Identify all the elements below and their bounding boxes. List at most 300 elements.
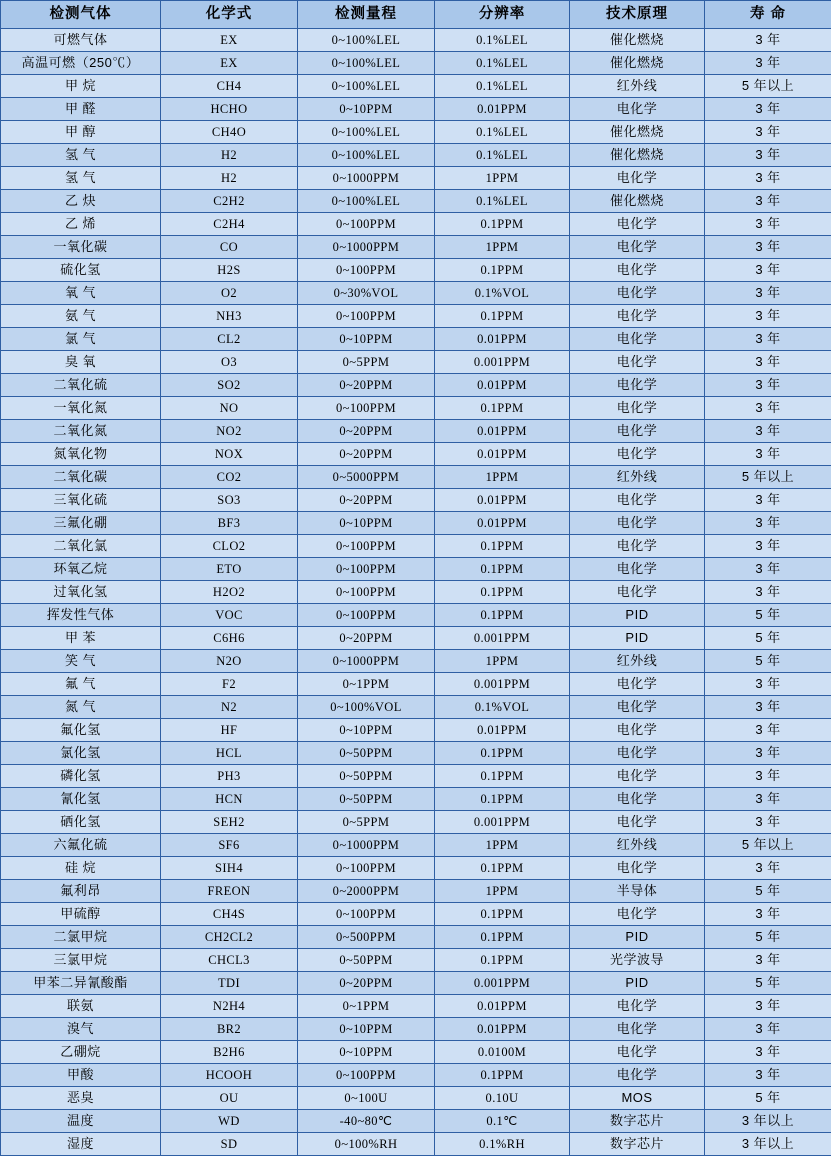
cell-formula: SO3 [161,489,298,512]
cell-gas-name: 氢 气 [1,167,161,190]
cell-range: 0~1PPM [298,673,435,696]
cell-technology: 电化学 [570,98,705,121]
cell-gas-name: 硅 烷 [1,857,161,880]
cell-range: -40~80℃ [298,1110,435,1133]
cell-lifespan: 3 年 [705,995,831,1018]
cell-gas-name: 三氟化硼 [1,512,161,535]
table-row [1,466,831,489]
cell-range: 0~1PPM [298,995,435,1018]
table-row [1,995,831,1018]
table-row [1,949,831,972]
cell-technology: PID [570,926,705,949]
cell-gas-name: 氯化氢 [1,742,161,765]
cell-gas-name: 一氧化氮 [1,397,161,420]
cell-gas-name: 甲 醇 [1,121,161,144]
cell-technology: 电化学 [570,581,705,604]
table-row [1,926,831,949]
cell-range: 0~100PPM [298,581,435,604]
table-row [1,1041,831,1064]
cell-lifespan: 3 年以上 [705,1133,831,1156]
cell-formula: CLO2 [161,535,298,558]
cell-resolution: 1PPM [435,834,570,857]
cell-lifespan: 3 年 [705,811,831,834]
cell-range: 0~10PPM [298,1041,435,1064]
table-header [1,1,831,29]
table-row [1,857,831,880]
cell-formula: H2 [161,167,298,190]
cell-formula: O3 [161,351,298,374]
cell-resolution: 0.1PPM [435,259,570,282]
cell-lifespan: 3 年 [705,765,831,788]
cell-formula: N2O [161,650,298,673]
cell-range: 0~100PPM [298,535,435,558]
cell-gas-name: 氟利昂 [1,880,161,903]
cell-range: 0~1000PPM [298,650,435,673]
cell-gas-name: 磷化氢 [1,765,161,788]
cell-lifespan: 3 年 [705,213,831,236]
cell-resolution: 1PPM [435,236,570,259]
table-row [1,581,831,604]
cell-range: 0~100%LEL [298,75,435,98]
table-row [1,167,831,190]
cell-gas-name: 湿度 [1,1133,161,1156]
table-row [1,604,831,627]
cell-gas-name: 氮氧化物 [1,443,161,466]
cell-gas-name: 六氟化硫 [1,834,161,857]
cell-resolution: 0.001PPM [435,811,570,834]
cell-lifespan: 5 年 [705,880,831,903]
cell-formula: CO [161,236,298,259]
table-body [1,29,831,1156]
cell-gas-name: 甲苯二异氰酸酯 [1,972,161,995]
cell-range: 0~100%LEL [298,190,435,213]
cell-resolution: 0.1%LEL [435,121,570,144]
cell-lifespan: 5 年以上 [705,466,831,489]
cell-gas-name: 氯 气 [1,328,161,351]
cell-range: 0~100%VOL [298,696,435,719]
table-row [1,1087,831,1110]
cell-technology: 电化学 [570,397,705,420]
table-row [1,144,831,167]
cell-technology: 电化学 [570,558,705,581]
table-row [1,627,831,650]
cell-technology: 电化学 [570,167,705,190]
cell-resolution: 0.01PPM [435,98,570,121]
cell-range: 0~100PPM [298,397,435,420]
cell-resolution: 0.1%LEL [435,75,570,98]
table-row [1,650,831,673]
cell-formula: CH4 [161,75,298,98]
table-row [1,903,831,926]
cell-technology: 红外线 [570,466,705,489]
cell-formula: SD [161,1133,298,1156]
cell-resolution: 0.1%VOL [435,282,570,305]
cell-resolution: 0.1%LEL [435,190,570,213]
cell-resolution: 0.10U [435,1087,570,1110]
cell-technology: 光学波导 [570,949,705,972]
cell-resolution: 0.01PPM [435,443,570,466]
cell-range: 0~100PPM [298,259,435,282]
cell-technology: 催化燃烧 [570,144,705,167]
cell-lifespan: 3 年 [705,351,831,374]
cell-resolution: 0.01PPM [435,995,570,1018]
cell-lifespan: 3 年 [705,328,831,351]
cell-formula: SF6 [161,834,298,857]
cell-range: 0~5PPM [298,811,435,834]
cell-gas-name: 氟化氢 [1,719,161,742]
table-row [1,282,831,305]
cell-lifespan: 5 年 [705,650,831,673]
cell-formula: HF [161,719,298,742]
cell-lifespan: 3 年 [705,98,831,121]
cell-gas-name: 乙 炔 [1,190,161,213]
cell-formula: CH4O [161,121,298,144]
cell-range: 0~100PPM [298,903,435,926]
cell-resolution: 0.1PPM [435,949,570,972]
cell-gas-name: 二氯甲烷 [1,926,161,949]
table-row [1,397,831,420]
cell-formula: CHCL3 [161,949,298,972]
table-header-row [1,1,831,29]
cell-gas-name: 甲 烷 [1,75,161,98]
cell-gas-name: 硫化氢 [1,259,161,282]
table-row [1,696,831,719]
table-row [1,765,831,788]
cell-gas-name: 联氨 [1,995,161,1018]
cell-formula: HCN [161,788,298,811]
cell-range: 0~100%LEL [298,29,435,52]
cell-range: 0~30%VOL [298,282,435,305]
cell-lifespan: 3 年 [705,52,831,75]
cell-lifespan: 3 年 [705,1041,831,1064]
cell-formula: O2 [161,282,298,305]
cell-gas-name: 氮 气 [1,696,161,719]
cell-range: 0~50PPM [298,949,435,972]
cell-lifespan: 3 年 [705,558,831,581]
cell-technology: 电化学 [570,512,705,535]
cell-formula: EX [161,29,298,52]
cell-range: 0~100%LEL [298,52,435,75]
cell-resolution: 0.1PPM [435,857,570,880]
cell-lifespan: 5 年以上 [705,75,831,98]
table-row [1,811,831,834]
cell-range: 0~10PPM [298,98,435,121]
column-header-resolution: 分辨率 [435,1,570,29]
cell-formula: OU [161,1087,298,1110]
cell-resolution: 0.1℃ [435,1110,570,1133]
cell-resolution: 0.1PPM [435,397,570,420]
cell-technology: 催化燃烧 [570,52,705,75]
cell-gas-name: 硒化氢 [1,811,161,834]
table-row [1,535,831,558]
cell-range: 0~10PPM [298,719,435,742]
cell-formula: CH4S [161,903,298,926]
cell-formula: WD [161,1110,298,1133]
cell-resolution: 0.1PPM [435,558,570,581]
cell-formula: HCHO [161,98,298,121]
cell-formula: NOX [161,443,298,466]
cell-resolution: 0.01PPM [435,489,570,512]
cell-lifespan: 3 年 [705,581,831,604]
cell-range: 0~20PPM [298,627,435,650]
cell-lifespan: 3 年 [705,903,831,926]
cell-formula: B2H6 [161,1041,298,1064]
cell-formula: HCL [161,742,298,765]
cell-range: 0~100PPM [298,604,435,627]
table-row [1,788,831,811]
cell-resolution: 0.01PPM [435,328,570,351]
cell-range: 0~5000PPM [298,466,435,489]
cell-gas-name: 甲 醛 [1,98,161,121]
cell-formula: H2O2 [161,581,298,604]
table-row [1,121,831,144]
cell-lifespan: 3 年 [705,29,831,52]
cell-lifespan: 3 年 [705,742,831,765]
cell-technology: 电化学 [570,282,705,305]
table-row [1,420,831,443]
cell-technology: 电化学 [570,213,705,236]
cell-formula: F2 [161,673,298,696]
cell-resolution: 0.1PPM [435,926,570,949]
cell-resolution: 0.1PPM [435,305,570,328]
cell-range: 0~1000PPM [298,167,435,190]
cell-gas-name: 笑 气 [1,650,161,673]
cell-resolution: 0.1%LEL [435,144,570,167]
table-row [1,29,831,52]
table-row [1,834,831,857]
cell-technology: 催化燃烧 [570,190,705,213]
cell-gas-name: 挥发性气体 [1,604,161,627]
cell-range: 0~100%RH [298,1133,435,1156]
cell-formula: C6H6 [161,627,298,650]
cell-technology: 电化学 [570,788,705,811]
cell-gas-name: 甲硫醇 [1,903,161,926]
column-header-range: 检测量程 [298,1,435,29]
cell-lifespan: 3 年 [705,719,831,742]
cell-range: 0~100PPM [298,1064,435,1087]
cell-technology: 电化学 [570,443,705,466]
cell-technology: 电化学 [570,719,705,742]
cell-lifespan: 5 年 [705,926,831,949]
cell-resolution: 1PPM [435,466,570,489]
cell-technology: 催化燃烧 [570,29,705,52]
cell-range: 0~50PPM [298,765,435,788]
cell-resolution: 0.1%RH [435,1133,570,1156]
table-row [1,236,831,259]
cell-technology: 红外线 [570,834,705,857]
cell-technology: 电化学 [570,742,705,765]
table-row [1,1110,831,1133]
cell-gas-name: 氰化氢 [1,788,161,811]
cell-gas-name: 三氯甲烷 [1,949,161,972]
cell-formula: CO2 [161,466,298,489]
cell-resolution: 0.1PPM [435,604,570,627]
cell-gas-name: 臭 氧 [1,351,161,374]
cell-formula: H2 [161,144,298,167]
cell-technology: 电化学 [570,673,705,696]
cell-resolution: 0.1PPM [435,765,570,788]
cell-technology: 电化学 [570,305,705,328]
cell-technology: 数字芯片 [570,1110,705,1133]
cell-lifespan: 3 年 [705,1018,831,1041]
cell-technology: 电化学 [570,420,705,443]
cell-technology: 半导体 [570,880,705,903]
cell-lifespan: 3 年 [705,374,831,397]
cell-gas-name: 一氧化碳 [1,236,161,259]
cell-range: 0~20PPM [298,972,435,995]
cell-technology: 数字芯片 [570,1133,705,1156]
cell-lifespan: 3 年 [705,167,831,190]
column-header-technology: 技术原理 [570,1,705,29]
cell-range: 0~500PPM [298,926,435,949]
cell-formula: H2S [161,259,298,282]
cell-technology: 电化学 [570,811,705,834]
cell-gas-name: 温度 [1,1110,161,1133]
cell-technology: 电化学 [570,765,705,788]
cell-resolution: 0.01PPM [435,1018,570,1041]
cell-range: 0~20PPM [298,443,435,466]
cell-formula: EX [161,52,298,75]
column-header-gas-name: 检测气体 [1,1,161,29]
cell-gas-name: 二氧化碳 [1,466,161,489]
cell-formula: NH3 [161,305,298,328]
cell-technology: 电化学 [570,903,705,926]
cell-range: 0~20PPM [298,374,435,397]
cell-technology: 电化学 [570,857,705,880]
cell-formula: CH2CL2 [161,926,298,949]
cell-formula: SEH2 [161,811,298,834]
cell-technology: 电化学 [570,995,705,1018]
cell-gas-name: 环氧乙烷 [1,558,161,581]
cell-formula: FREON [161,880,298,903]
cell-resolution: 0.0100M [435,1041,570,1064]
column-header-lifespan: 寿 命 [705,1,831,29]
table-row [1,1064,831,1087]
cell-lifespan: 5 年 [705,972,831,995]
cell-gas-name: 氧 气 [1,282,161,305]
cell-technology: 红外线 [570,75,705,98]
table-row [1,1133,831,1156]
cell-gas-name: 高温可燃（250℃） [1,52,161,75]
cell-range: 0~20PPM [298,420,435,443]
cell-range: 0~1000PPM [298,236,435,259]
cell-resolution: 0.01PPM [435,512,570,535]
table-row [1,259,831,282]
cell-lifespan: 3 年 [705,190,831,213]
cell-lifespan: 3 年 [705,397,831,420]
cell-resolution: 0.001PPM [435,351,570,374]
cell-technology: 电化学 [570,1064,705,1087]
cell-resolution: 1PPM [435,880,570,903]
cell-technology: 电化学 [570,259,705,282]
cell-gas-name: 三氧化硫 [1,489,161,512]
cell-lifespan: 3 年 [705,443,831,466]
cell-lifespan: 5 年 [705,1087,831,1110]
cell-gas-name: 二氧化氮 [1,420,161,443]
cell-technology: 电化学 [570,328,705,351]
cell-resolution: 1PPM [435,167,570,190]
cell-gas-name: 乙 烯 [1,213,161,236]
cell-range: 0~1000PPM [298,834,435,857]
cell-resolution: 0.1PPM [435,581,570,604]
cell-technology: 红外线 [570,650,705,673]
cell-gas-name: 二氧化硫 [1,374,161,397]
table-row [1,512,831,535]
table-row [1,443,831,466]
cell-range: 0~10PPM [298,512,435,535]
cell-technology: 电化学 [570,696,705,719]
cell-gas-name: 过氧化氢 [1,581,161,604]
cell-lifespan: 3 年 [705,144,831,167]
cell-technology: 电化学 [570,489,705,512]
table-row [1,880,831,903]
cell-resolution: 0.1PPM [435,535,570,558]
cell-lifespan: 3 年以上 [705,1110,831,1133]
cell-technology: 电化学 [570,236,705,259]
table-row [1,75,831,98]
cell-resolution: 0.1%LEL [435,29,570,52]
cell-lifespan: 5 年以上 [705,834,831,857]
cell-lifespan: 3 年 [705,282,831,305]
cell-resolution: 0.01PPM [435,374,570,397]
cell-range: 0~50PPM [298,742,435,765]
cell-resolution: 0.001PPM [435,972,570,995]
cell-lifespan: 3 年 [705,305,831,328]
cell-formula: N2H4 [161,995,298,1018]
cell-resolution: 0.1PPM [435,213,570,236]
table-row [1,351,831,374]
cell-gas-name: 溴气 [1,1018,161,1041]
table-row [1,673,831,696]
table-row [1,719,831,742]
cell-range: 0~10PPM [298,328,435,351]
cell-gas-name: 甲 苯 [1,627,161,650]
cell-technology: PID [570,604,705,627]
cell-lifespan: 3 年 [705,949,831,972]
cell-formula: BR2 [161,1018,298,1041]
cell-formula: C2H2 [161,190,298,213]
table-row [1,328,831,351]
cell-technology: 电化学 [570,1018,705,1041]
cell-lifespan: 3 年 [705,489,831,512]
cell-resolution: 0.1PPM [435,788,570,811]
cell-technology: 电化学 [570,374,705,397]
cell-gas-name: 氢 气 [1,144,161,167]
table-row [1,558,831,581]
cell-formula: N2 [161,696,298,719]
cell-lifespan: 3 年 [705,535,831,558]
column-header-formula: 化学式 [161,1,298,29]
table-row [1,742,831,765]
cell-lifespan: 3 年 [705,121,831,144]
cell-lifespan: 3 年 [705,236,831,259]
cell-gas-name: 乙硼烷 [1,1041,161,1064]
cell-resolution: 0.1%LEL [435,52,570,75]
cell-range: 0~2000PPM [298,880,435,903]
cell-formula: NO [161,397,298,420]
cell-range: 0~100%LEL [298,121,435,144]
cell-formula: SIH4 [161,857,298,880]
cell-resolution: 0.1PPM [435,742,570,765]
cell-formula: HCOOH [161,1064,298,1087]
cell-lifespan: 5 年 [705,604,831,627]
cell-lifespan: 3 年 [705,1064,831,1087]
cell-formula: NO2 [161,420,298,443]
cell-formula: SO2 [161,374,298,397]
cell-formula: C2H4 [161,213,298,236]
cell-formula: ETO [161,558,298,581]
cell-lifespan: 3 年 [705,259,831,282]
